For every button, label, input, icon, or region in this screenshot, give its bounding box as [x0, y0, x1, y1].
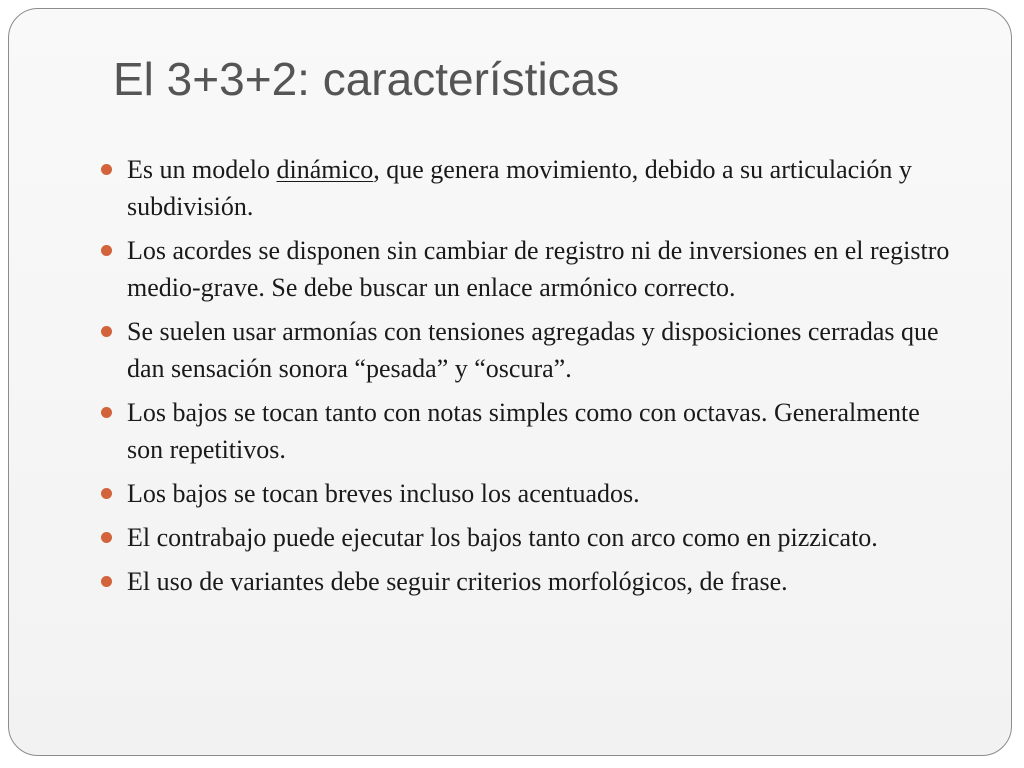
bullet-item	[97, 519, 957, 556]
bullet-text: El contrabajo puede ejecutar los bajos tanto con arco como en pizzicato.	[127, 523, 878, 552]
bullet-dot-icon	[101, 576, 112, 587]
slide-title: El 3+3+2: características	[113, 53, 620, 105]
bullet-item	[97, 313, 957, 387]
bullet-text: Los bajos se tocan breves incluso los acentuados.	[127, 479, 640, 508]
bullet-text: El uso de variantes debe seguir criterios morfológicos, de frase.	[127, 567, 788, 596]
bullet-item	[97, 151, 957, 225]
bullet-item	[97, 232, 957, 306]
bullet-dot-icon	[101, 326, 112, 337]
bullet-item	[97, 394, 957, 468]
bullet-dot-icon	[101, 532, 112, 543]
bullet-text-underlined: dinámico	[276, 155, 374, 184]
bullet-text: Los bajos se tocan tanto con notas simples como con octavas. Generalmente son repetitivos.	[127, 398, 920, 464]
bullet-text: Se suelen usar armonías con tensiones agregadas y disposiciones cerradas que dan sensación sonora “pesada” y “oscura”.	[127, 317, 939, 383]
bullet-dot-icon	[101, 407, 112, 418]
bullet-list	[97, 151, 957, 607]
bullet-text-rest: , que genera movimiento, debido a su articulación y subdivisión.	[127, 155, 912, 221]
bullet-text: Es un modelo	[127, 155, 277, 184]
bullet-dot-icon	[101, 164, 112, 175]
slide-frame	[8, 8, 1012, 756]
bullet-text: Los acordes se disponen sin cambiar de registro ni de inversiones en el registro medio-grave. Se debe buscar un enlace armónico correcto.	[127, 236, 950, 302]
bullet-dot-icon	[101, 245, 112, 256]
bullet-item	[97, 475, 957, 512]
bullet-item	[97, 563, 957, 600]
bullet-dot-icon	[101, 488, 112, 499]
